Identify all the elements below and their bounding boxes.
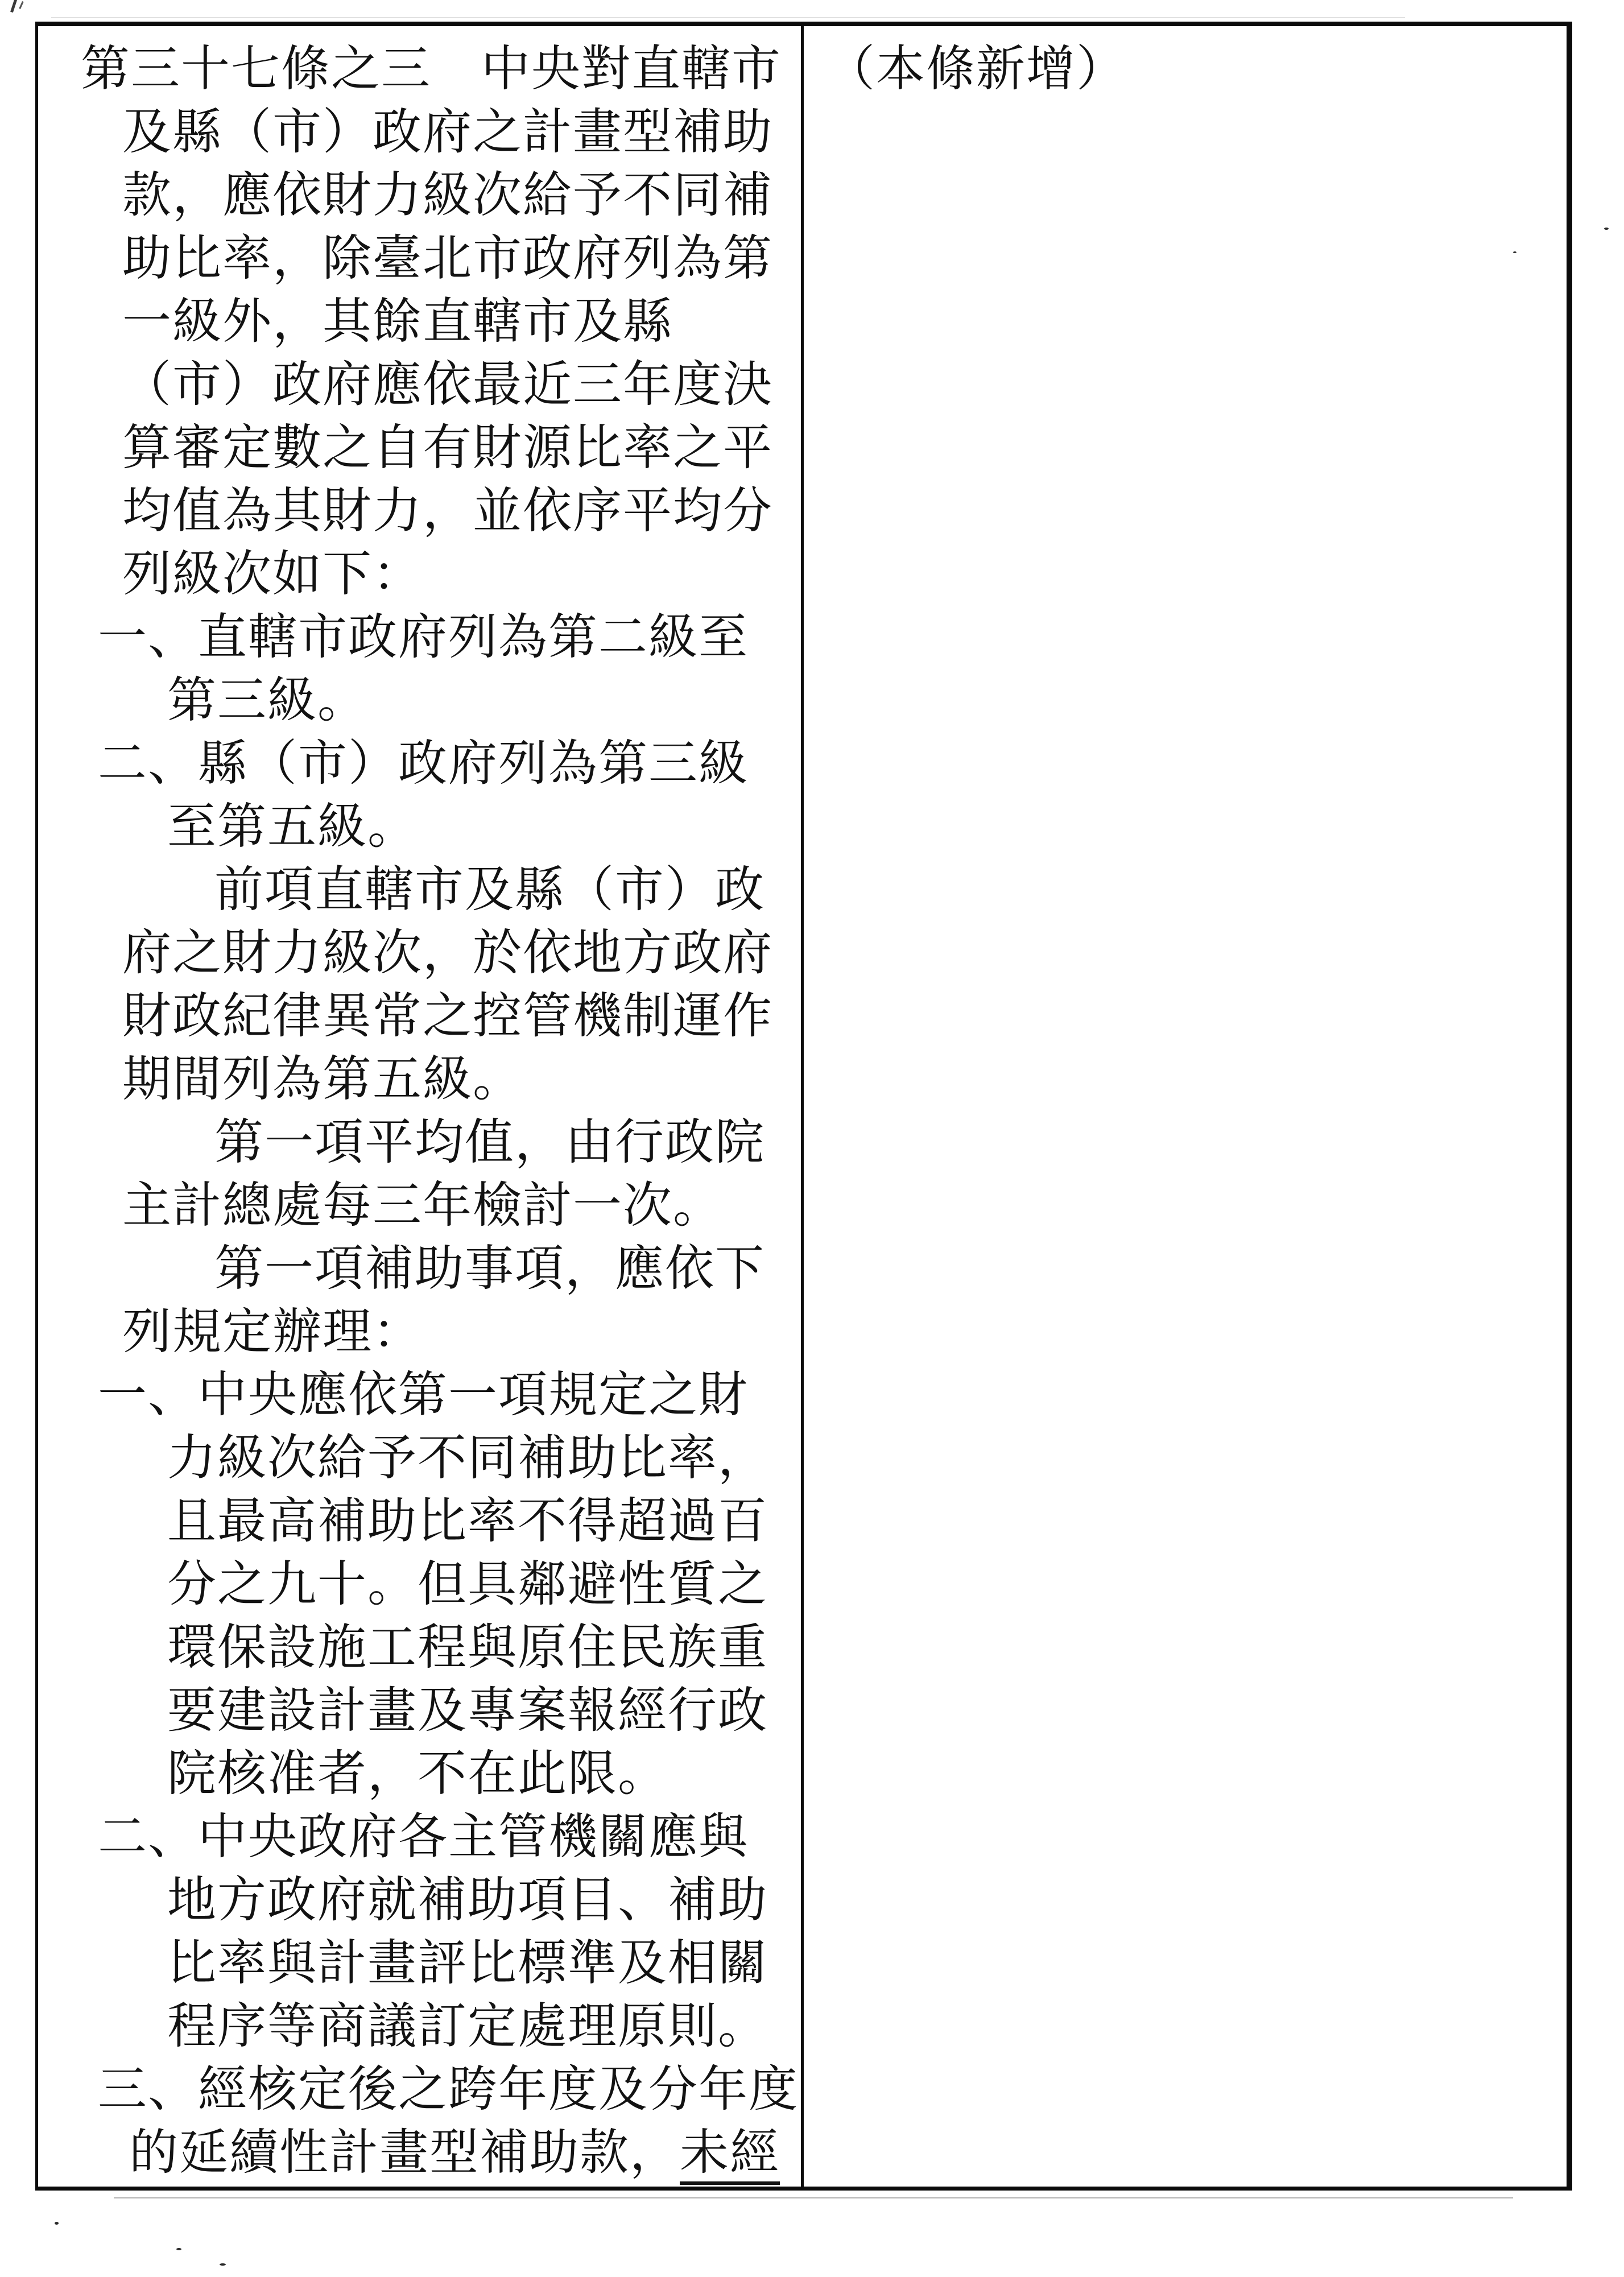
text-line: 助比率，除臺北市政府列為第	[122, 231, 773, 286]
text-line: 第三級。	[167, 673, 367, 728]
text-line: 且最高補助比率不得超過百	[167, 1494, 768, 1548]
text-line: 主計總處每三年檢討一次。	[122, 1178, 723, 1233]
paragraph-start-line: 第一項補助事項，應依下	[214, 1241, 765, 1296]
text-line: 列級次如下：	[122, 547, 423, 601]
text-line: 環保設施工程與原住民族重	[167, 1620, 768, 1675]
scan-speck-artifact	[176, 2248, 181, 2250]
text-line: 地方政府就補助項目、補助	[167, 1873, 768, 1927]
text-line: 要建設計畫及專案報經行政	[167, 1683, 768, 1738]
text-line: 程序等商議訂定處理原則。	[167, 1999, 768, 2053]
text-line: 比率與計畫評比標準及相關	[167, 1936, 768, 1990]
text-line: 分之九十。但具鄰避性質之	[167, 1557, 768, 1611]
paragraph-start-line: 第一項平均值，由行政院	[214, 1115, 765, 1170]
text-line: 列規定辦理：	[122, 1304, 423, 1359]
text-line: 財政紀律異常之控管機制運作	[122, 989, 773, 1043]
text-line: 至第五級。	[167, 799, 418, 854]
text-line	[129, 2121, 796, 2184]
list-item-line: 一、中央應依第一項規定之財	[98, 1367, 749, 1422]
text-line: （市）政府應依最近三年度決	[122, 357, 773, 412]
underlined-text: 未經	[680, 2125, 780, 2185]
text-line: 均值為其財力，並依序平均分	[122, 483, 773, 538]
scan-line-artifact	[51, 17, 1405, 18]
scan-speck-artifact	[55, 2222, 59, 2225]
text-line: 算審定數之自有財源比率之平	[122, 420, 773, 475]
line-text: 的延續性計畫型補助款，	[129, 2125, 680, 2180]
scan-speck-artifact	[220, 2263, 226, 2266]
scan-speck-artifact	[1604, 228, 1609, 230]
scan-line-artifact	[114, 2197, 1513, 2199]
text-line: 府之財力級次，於依地方政府	[122, 925, 773, 980]
new-article-note: （本條新增）	[826, 42, 1126, 96]
list-item-line: 二、縣（市）政府列為第三級	[98, 736, 749, 791]
amendment-text-column	[38, 26, 804, 2187]
current-law-column	[804, 26, 1567, 2187]
paragraph-start-line: 前項直轄市及縣（市）政	[214, 862, 765, 917]
law-comparison-table	[35, 22, 1572, 2191]
list-item-line: 一、直轄市政府列為第二級至	[98, 610, 749, 664]
text-line: 一級外，其餘直轄市及縣	[122, 294, 673, 349]
scan-mark-artifact	[19, 1, 23, 9]
text-line: 院核准者，不在此限。	[167, 1746, 668, 1801]
article-heading-line: 第三十七條之三 中央對直轄市	[81, 42, 782, 96]
text-line: 及縣（市）政府之計畫型補助	[122, 105, 773, 159]
scan-mark-artifact	[10, 0, 18, 13]
list-item-line: 二、中央政府各主管機關應與	[98, 1809, 749, 1864]
list-item-line: 三、經核定後之跨年度及分年度	[98, 2062, 799, 2117]
text-line: 力級次給予不同補助比率，	[167, 1431, 768, 1485]
scan-speck-artifact	[1513, 251, 1516, 253]
text-line: 款，應依財力級次給予不同補	[122, 168, 773, 222]
text-line: 期間列為第五級。	[122, 1052, 523, 1106]
